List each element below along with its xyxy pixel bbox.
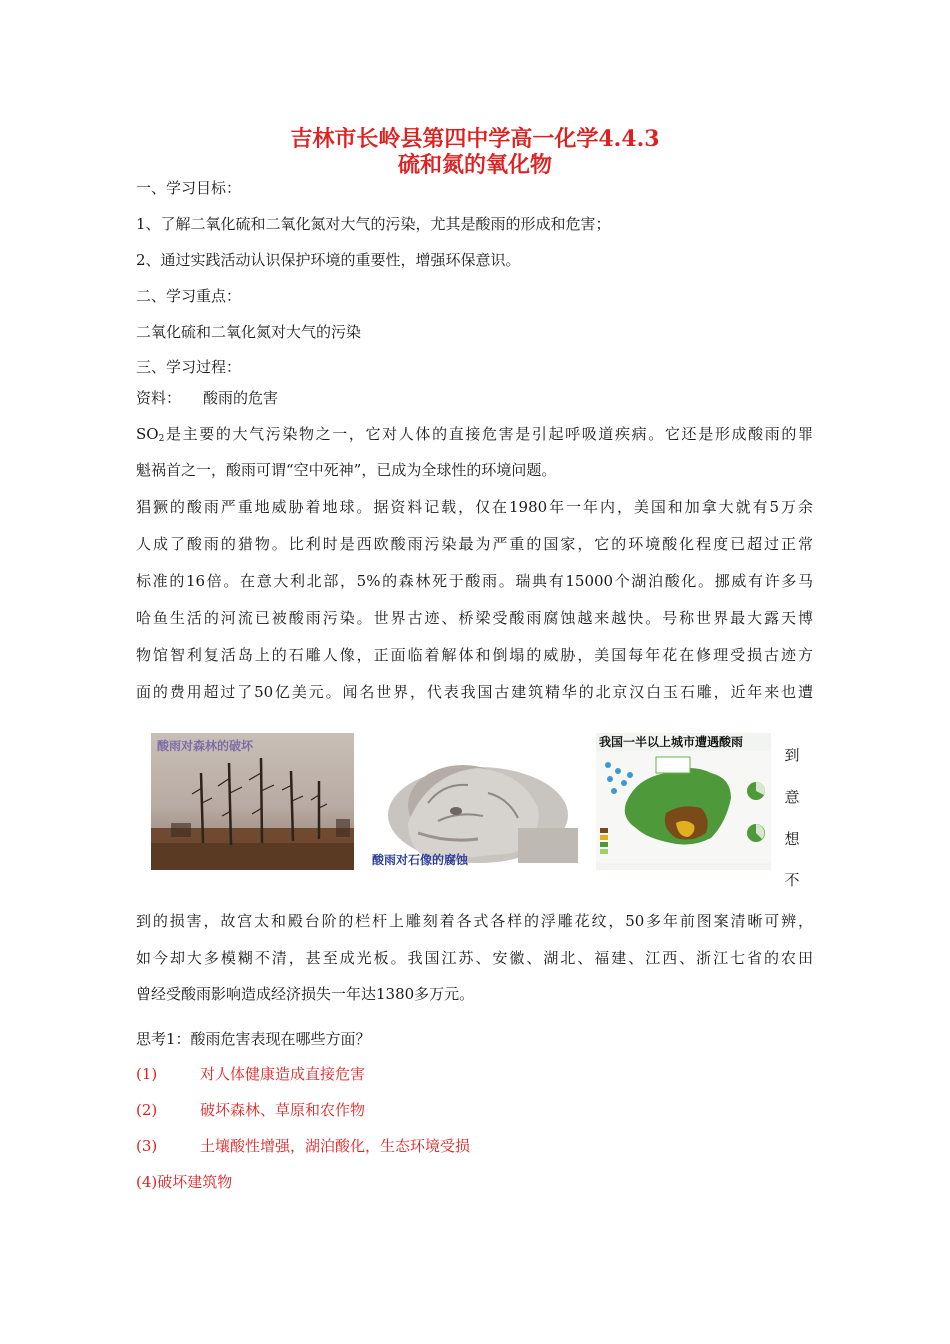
material-title: 酸雨的危害 (203, 389, 279, 407)
paragraph-2-line-4: 哈鱼生活的河流已被酸雨污染。世界古迹、桥梁受酸雨腐蚀越来越快。号称世界最大露天博 (136, 609, 813, 627)
answer-item-1: (1) 对人体健康造成直接危害 (136, 1065, 366, 1083)
document-title: 吉林市长岭县第四中学高一化学4.4.3 (290, 126, 660, 152)
vertical-char-1: 到 (784, 746, 800, 764)
paragraph-2-line-8: 如今却大多模糊不清，甚至成光板。我国江苏、安徽、湖北、福建、江西、浙江七省的农田 (136, 949, 813, 967)
map-image-caption: 我国一半以上城市遭遇酸雨 (599, 735, 744, 749)
paragraph-2-line-2: 人成了酸雨的猎物。比利时是西欧酸雨污染最为严重的国家，它的环境酸化程度已超过正常 (136, 535, 813, 553)
paragraph-2-line-7: 到的损害，故宫太和殿台阶的栏杆上雕刻着各式各样的浮雕花纹，50多年前图案清晰可辨， (136, 912, 813, 930)
section-heading-key: 二、学习重点： (136, 287, 242, 305)
paragraph-2-line-6: 面的费用超过了50亿美元。闻名世界，代表我国古建筑精华的北京汉白玉石雕，近年来也遭 (136, 683, 813, 701)
lion-image-caption: 酸雨对石像的腐蚀 (372, 853, 469, 867)
vertical-char-2: 意 (784, 788, 800, 806)
answer-item-3: (3) 土壤酸性增强，湖泊酸化，生态环境受损 (136, 1137, 471, 1155)
forest-damage-image (151, 733, 354, 870)
answer-item-2: (2) 破坏森林、草原和农作物 (136, 1101, 366, 1119)
goal-item-1: 1、了解二氧化硫和二氧化氮对大气的污染，尤其是酸雨的形成和危害； (136, 215, 611, 233)
vertical-char-4: 不 (784, 871, 800, 889)
forest-image-caption: 酸雨对森林的破坏 (157, 739, 254, 753)
material-heading (136, 388, 278, 408)
lion-statue-image (368, 733, 586, 870)
vertical-char-3: 想 (784, 830, 800, 848)
material-label: 资料： (136, 389, 182, 407)
think-question-1: 思考1：酸雨危害表现在哪些方面？ (136, 1030, 371, 1048)
section-heading-process: 三、学习过程： (136, 358, 242, 376)
paragraph-1-line-1: $SO_2$是主要的大气污染物之一，它对人体的直接危害是引起呼吸道疾病。它还是形成酸雨的罪 (136, 425, 813, 444)
paragraph-2-line-3: 标准的16倍。在意大利北部，5%的森林死于酸雨。瑞典有15000个湖泊酸化。挪威有许多马 (136, 572, 813, 590)
goal-item-2: 2、通过实践活动认识保护环境的重要性，增强环保意识。 (136, 251, 521, 269)
paragraph-2-line-5: 物馆智利复活岛上的石雕人像，正面临着解体和倒塌的威胁，美国每年花在修理受损古迹方 (136, 646, 813, 664)
section-heading-goals: 一、学习目标： (136, 179, 242, 197)
acid-rain-map-image (596, 733, 771, 870)
paragraph-2-line-9: 曾经受酸雨影响造成经济损失一年达1380多万元。 (136, 985, 475, 1003)
document-subtitle: 硫和氮的氧化物 (397, 152, 552, 178)
answer-item-4: (4)破坏建筑物 (136, 1173, 233, 1191)
key-point-text: 二氧化硫和二氧化氮对大气的污染 (136, 323, 362, 341)
paragraph-1-line-2: 魁祸首之一，酸雨可谓“空中死神”，已成为全球性的环境问题。 (136, 461, 557, 479)
paragraph-2-line-1: 猖獗的酸雨严重地威胁着地球。据资料记载，仅在1980年一年内，美国和加拿大就有5万余 (136, 498, 813, 516)
